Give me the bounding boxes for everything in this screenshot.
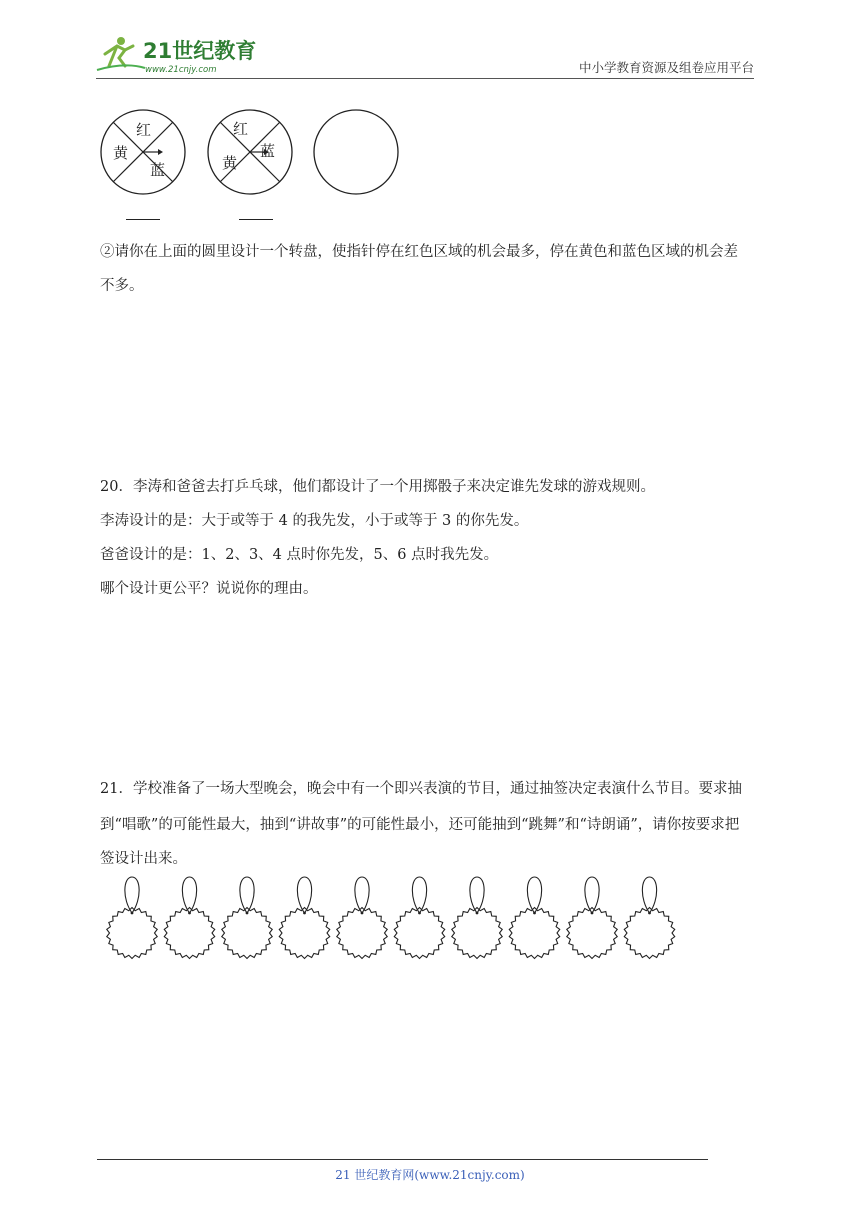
lottery-tag[interactable]	[394, 877, 444, 959]
q20-line3: 爸爸设计的是：1、2、3、4 点时你先发，5、6 点时我先发。	[100, 547, 499, 563]
tag-body	[222, 908, 272, 959]
lottery-tag[interactable]	[452, 877, 502, 959]
answer-blank-2[interactable]	[239, 219, 273, 220]
q20-line4: 哪个设计更公平？说说你的理由。	[100, 581, 318, 597]
lottery-tag[interactable]	[337, 877, 387, 959]
answer-blank-1[interactable]	[126, 219, 160, 220]
lottery-tag[interactable]	[624, 877, 674, 959]
lottery-tag[interactable]	[107, 877, 157, 959]
lottery-tag[interactable]	[279, 877, 329, 959]
spinner-2	[208, 110, 292, 194]
logo-url: www.21cnjy.com	[145, 65, 217, 75]
spinner-1-red-label: 红	[136, 121, 152, 139]
spinner-1-blue-label: 蓝	[150, 161, 166, 179]
tag-body	[394, 908, 444, 959]
tag-body	[452, 908, 502, 959]
runner-icon	[97, 37, 145, 70]
tag-body	[624, 908, 674, 959]
logo-text: 21世纪教育	[143, 39, 257, 63]
tag-body	[279, 908, 329, 959]
tag-body	[164, 908, 214, 959]
spinner-2-red-label: 红	[233, 120, 249, 138]
q20-line1: 20．李涛和爸爸去打乒乓球，他们都设计了一个用掷骰子来决定谁先发球的游戏规则。	[100, 479, 655, 495]
q20-line2: 李涛设计的是：大于或等于 4 的我先发，小于或等于 3 的你先发。	[100, 513, 529, 529]
header-platform-text: 中小学教育资源及组卷应用平台	[578, 60, 754, 75]
tag-body	[567, 908, 617, 959]
q21-line2: 到“唱歌”的可能性最大，抽到“讲故事”的可能性最小，还可能抽到“跳舞”和“诗朗诵”，请你按要求把	[100, 817, 740, 833]
spinner-2-blue-label: 蓝	[260, 142, 276, 160]
q21-line3: 签设计出来。	[100, 851, 187, 867]
logo-21cnjy	[95, 32, 265, 76]
tag-body	[337, 908, 387, 959]
spinner-2-yellow-label: 黄	[222, 154, 238, 172]
tag-body	[107, 908, 157, 959]
lottery-tag[interactable]	[567, 877, 617, 959]
footer-text: 21 世纪教育网(www.21cnjy.com)	[335, 1168, 525, 1182]
lottery-tags	[100, 876, 700, 962]
lottery-tag[interactable]	[164, 877, 214, 959]
lottery-tag[interactable]	[222, 877, 272, 959]
q19-part2-line2: 不多。	[100, 278, 144, 294]
footer-divider	[97, 1159, 708, 1160]
tag-body	[509, 908, 559, 959]
q19-part2-line1: ②请你在上面的圆里设计一个转盘，使指针停在红色区域的机会最多，停在黄色和蓝色区域的机会差	[100, 244, 738, 260]
header-divider	[96, 78, 754, 79]
lottery-tag[interactable]	[509, 877, 559, 959]
spinners-figure	[98, 106, 408, 198]
spinner-1-yellow-label: 黄	[113, 144, 129, 162]
empty-spinner-circle	[314, 110, 398, 194]
q21-line1: 21．学校准备了一场大型晚会，晚会中有一个即兴表演的节目，通过抽签决定表演什么节目。要求抽	[100, 781, 742, 797]
spinner-1	[101, 110, 185, 194]
